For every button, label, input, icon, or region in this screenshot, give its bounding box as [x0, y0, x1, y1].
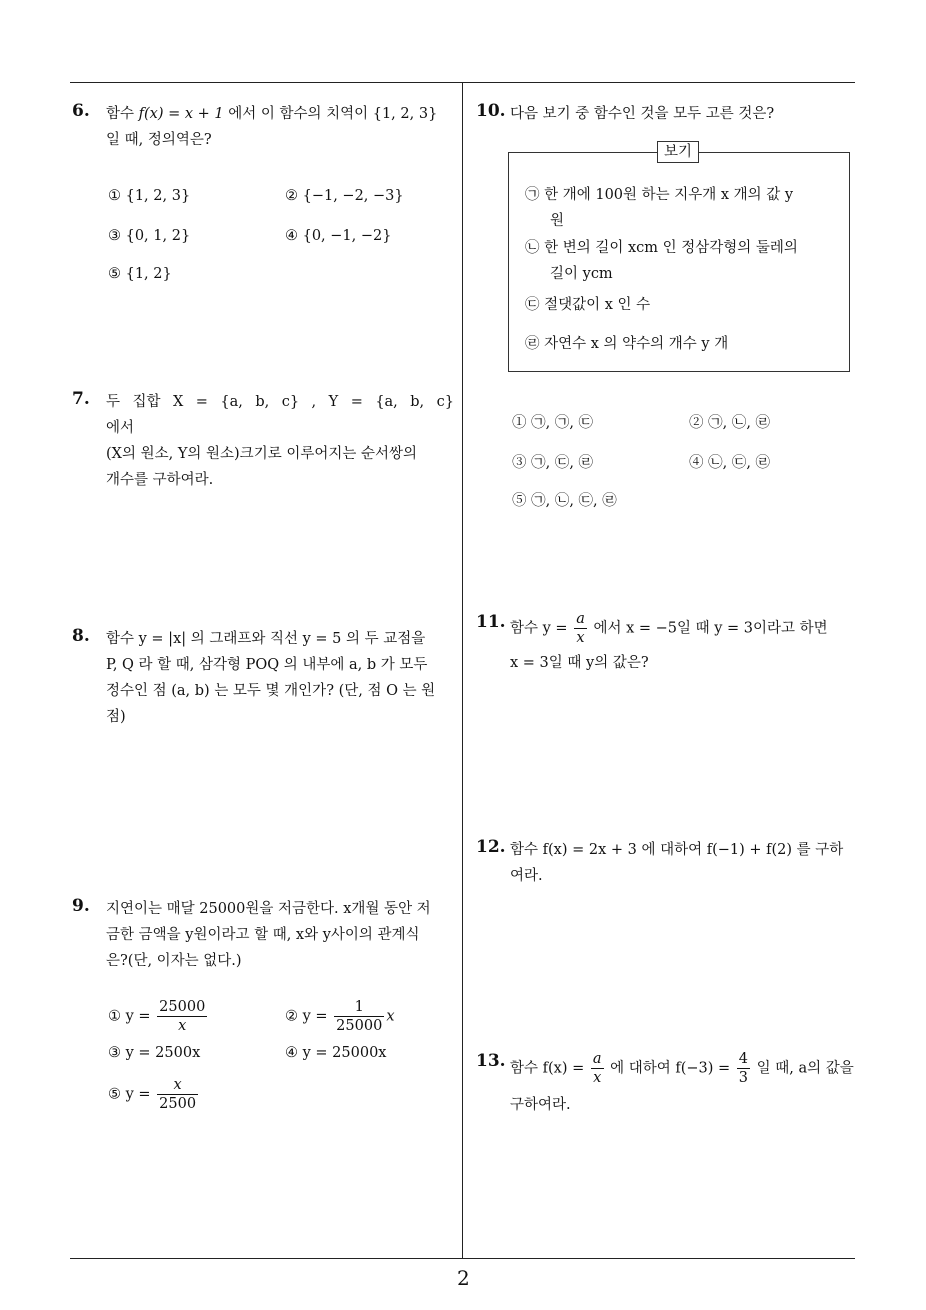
q9-line2: 금한 금액을 y원이라고 할 때, x와 y사이의 관계식 [106, 927, 420, 943]
q8-line1: 함수 y = |x| 의 그래프와 직선 y = 5 의 두 교점을 [106, 631, 426, 647]
q10-item-1-cont: 원 [550, 213, 565, 229]
q8-line4: 점) [106, 709, 126, 725]
q10-choice-1[interactable]: ① ㉠, ㉠, ㉢ [512, 415, 594, 431]
q12-line2: 여라. [510, 868, 543, 884]
q10-text: 다음 보기 중 함수인 것을 모두 고른 것은? [510, 106, 775, 122]
q9-number: 9. [72, 896, 90, 916]
q10-choice-4[interactable]: ④ ㉡, ㉢, ㉣ [689, 455, 771, 471]
q11-line2: x = 3일 때 y의 값은? [510, 655, 649, 671]
q10-item-2: ㉡ 한 변의 길이 xcm 인 정삼각형의 둘레의 [525, 240, 798, 256]
q7-line3: 개수를 구하여라. [106, 472, 214, 488]
column-divider [462, 82, 463, 1258]
q6-choice-4[interactable]: ④ {0, −1, −2} [285, 228, 392, 244]
q6-choice-1[interactable]: ① {1, 2, 3} [108, 188, 191, 204]
q8-number: 8. [72, 626, 90, 646]
q10-number: 10. [476, 101, 506, 121]
q13-number: 13. [476, 1051, 506, 1071]
page-number: 2 [457, 1266, 470, 1290]
q9-line1: 지연이는 매달 25000원을 저금한다. x개월 동안 저 [106, 901, 431, 917]
q12-number: 12. [476, 837, 506, 857]
q6-text [106, 101, 454, 153]
q8-text [106, 626, 454, 730]
q7-line2: (X의 원소, Y의 원소)크기로 이루어지는 순서쌍의 [106, 446, 417, 462]
q9-choice-3[interactable]: ③ y = 2500x [108, 1045, 201, 1061]
q6-choice-2[interactable]: ② {−1, −2, −3} [285, 188, 404, 204]
q10-box-title: 보기 [657, 141, 699, 163]
q8-line2: P, Q 라 할 때, 삼각형 POQ 의 내부에 a, b 가 모두 [106, 657, 428, 673]
q6-number: 6. [72, 101, 90, 121]
q13-line2: 구하여라. [510, 1097, 571, 1113]
q9-choice-5-fraction: $\frac{x}{2500}$ [159, 1077, 197, 1112]
q10-choice-2[interactable]: ② ㉠, ㉡, ㉣ [689, 415, 771, 431]
q7-text [106, 389, 454, 493]
q10-choice-3[interactable]: ③ ㉠, ㉢, ㉣ [512, 455, 594, 471]
q13-fraction-2: $\frac{4}{3}$ [738, 1051, 749, 1086]
q12-line1: 함수 f(x) = 2x + 3 에 대하여 f(−1) + f(2) 를 구하 [510, 842, 844, 858]
q9-choice-2-fraction: $\frac{1}{25000}$ [336, 999, 383, 1034]
q6-line2: 일 때, 정의역은? [106, 132, 212, 148]
q9-choice-4[interactable]: ④ y = 25000x [285, 1045, 387, 1061]
q8-line3: 정수인 점 (a, b) 는 모두 몇 개인가? (단, 점 O 는 원 [106, 683, 436, 699]
q13-fraction-1: $\frac{a}{x}$ [592, 1051, 602, 1086]
q6-choice-3[interactable]: ③ {0, 1, 2} [108, 228, 191, 244]
q7-number: 7. [72, 389, 90, 409]
q12-text [510, 837, 855, 889]
q9-line3: 은?(단, 이자는 없다.) [106, 953, 242, 969]
q6-line1: 함수 f(x) = x + 1 에서 이 함수의 치역이 {1, 2, 3} [106, 106, 438, 122]
q9-text [106, 896, 454, 974]
q10-item-3: ㉢ 절댓값이 x 인 수 [525, 297, 651, 313]
q7-line1: 두 집합 X = {a, b, c} , Y = {a, b, c} 에서 [106, 394, 454, 436]
q10-item-2-cont: 길이 ycm [550, 266, 613, 282]
bottom-rule [70, 1258, 855, 1259]
q10-item-1: ㉠ 한 개에 100원 하는 지우개 x 개의 값 y [525, 187, 794, 203]
q13-line1: 함수 f(x) = $\frac{a}{x}$ 에 대하여 f(−3) = $\frac{4}{3}$ 일 때, a의 값을 [510, 1051, 854, 1086]
q9-choice-5[interactable]: ⑤ y = $\frac{x}{2500}$ [108, 1077, 197, 1112]
q6-choice-5[interactable]: ⑤ {1, 2} [108, 266, 172, 282]
q9-choice-2[interactable]: ② y = $\frac{1}{25000}$ x [285, 999, 395, 1034]
q11-number: 11. [476, 612, 506, 632]
q10-choice-5[interactable]: ⑤ ㉠, ㉡, ㉢, ㉣ [512, 493, 617, 509]
q11-fraction: $\frac{a}{x}$ [576, 611, 585, 646]
q9-choice-1-fraction: $\frac{25000}{x}$ [159, 999, 206, 1034]
q11-line1: 함수 y = $\frac{a}{x}$ 에서 x = −5일 때 y = 3이라고 하면 [510, 611, 828, 646]
q10-item-4: ㉣ 자연수 x 의 약수의 개수 y 개 [525, 336, 729, 352]
q9-choice-1[interactable]: ① y = $\frac{25000}{x}$ [108, 999, 206, 1034]
